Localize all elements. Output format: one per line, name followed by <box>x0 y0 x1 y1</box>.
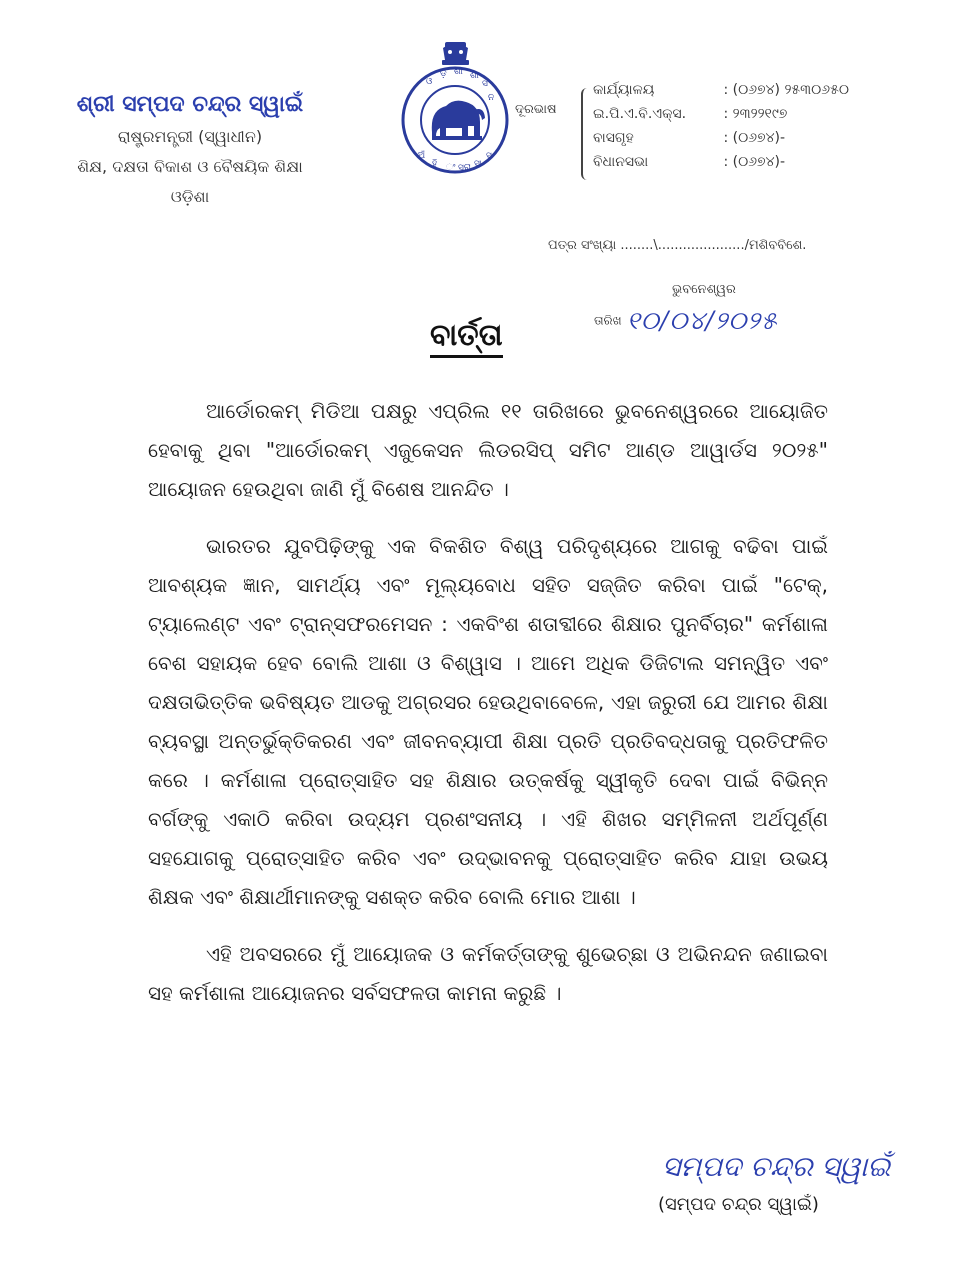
body-paragraph: ଆର୍ଡୋରକମ୍ ମିଡିଆ ପକ୍ଷରୁ ଏପ୍ରିଲ ୧୧ ତାରିଖରେ ଭୁବନେଶ୍ୱରରେ ଆୟୋଜିତ ହେବାକୁ ଥିବା "ଆର୍ଡୋରକମ୍ ଏଜୁକେସନ ଲିଡରସିପ୍ ସମିଟ ଆଣ୍ଡ ଆୱାର୍ଡସ ୨୦୨୫" ଆୟୋଜନ ହେଉଥିବା ଜାଣି ମୁଁ ବିଶେଷ ଆନନ୍ଦିତ । <box>148 399 828 501</box>
phone-row <box>593 130 785 146</box>
svg-text:ଡ଼ି: ଡ଼ି <box>440 69 447 79</box>
svg-text:ନ: ନ <box>488 93 495 103</box>
sender-state: ଓଡ଼ିଶା <box>170 187 210 206</box>
svg-text:ଓ: ଓ <box>426 77 433 87</box>
message-body <box>148 392 828 1031</box>
odisha-emblem-icon <box>388 40 523 180</box>
svg-text:ଂ: ଂ <box>446 163 456 173</box>
body-paragraph: ଏହି ଅବସରରେ ମୁଁ ଆୟୋଜକ ଓ କର୍ମକର୍ତ୍ତାଙ୍କୁ ଶୁଭେଚ୍ଛା ଓ ଅଭିନନ୍ଦନ ଜଣାଇବା ସହ କର୍ମଶାଳା ଆୟୋଜନର ସର୍ବସଫଳତା କାମନା କରୁଛି । <box>148 942 828 1005</box>
place-name: ଭୁବନେଶ୍ୱର <box>672 282 736 297</box>
phone-row <box>593 154 785 170</box>
phone-label: ଦୂରଭାଷ <box>515 102 557 117</box>
handwritten-signature: ସମ୍ପଦ ଚନ୍ଦ୍ର ସ୍ୱାଇଁ <box>662 1150 891 1183</box>
reference-label: ପତ୍ର ସଂଖ୍ୟା <box>548 238 617 253</box>
phone-row-key: ବାସଗୃହ <box>593 130 634 146</box>
svg-text:ହି: ହି <box>432 159 438 169</box>
svg-text:ସ: ସ <box>486 151 492 161</box>
sender-block <box>40 92 340 217</box>
svg-text:ସ୍ରା: ସ୍ରା <box>458 163 472 173</box>
svg-text:ସା: ସା <box>474 159 482 169</box>
sender-designation: ରାଷ୍ଟ୍ରମନ୍ତ୍ରୀ (ସ୍ୱାଧୀନ) <box>117 127 263 146</box>
signatory-name: (ସମ୍ପଦ ଚନ୍ଦ୍ର ସ୍ୱାଇଁ) <box>658 1194 819 1215</box>
sender-department: ଶିକ୍ଷ, ଦକ୍ଷତା ବିକାଶ ଓ ବୈଷୟିକ ଶିକ୍ଷା <box>77 157 303 176</box>
phone-brace <box>581 88 591 180</box>
document-title: ବାର୍ତ୍ତା <box>430 318 503 358</box>
date-row <box>594 306 777 336</box>
phone-row-value: : (୦୬୭୪)- <box>723 130 786 146</box>
phone-row <box>593 82 849 98</box>
phone-numbers-block <box>515 82 935 182</box>
reference-value: ........\...................../ମଶିବବିଶେ. <box>620 238 807 253</box>
phone-row-key: କାର୍ଯ୍ୟାଳୟ <box>593 82 655 98</box>
date-label: ତାରିଖ <box>594 313 622 328</box>
body-paragraph: ଭାରତର ଯୁବପିଢ଼ିଙ୍କୁ ଏକ ବିକଶିତ ବିଶ୍ୱ ପରିଦୃଶ୍ୟରେ ଆଗକୁ ବଢିବା ପାଇଁ ଆବଶ୍ୟକ ଜ୍ଞାନ, ସାମର୍ଥ୍ୟ ଏବଂ ମୂଲ୍ୟବୋଧ ସହିତ ସଜ୍ଜିତ କରିବା ପାଇଁ "ଟେକ୍, ଟ୍ୟାଲେଣ୍ଟ ଏବଂ ଟ୍ରାନ୍ସଫରମେସନ : ଏକବିଂଶ ଶତାବ୍ଦୀରେ ଶିକ୍ଷାର ପୁନର୍ବିଚାର" କର୍ମଶାଳା ବେଶ ସହାୟକ ହେବ ବୋଲି ଆଶା ଓ ବିଶ୍ୱାସ । ଆମେ ଅଧିକ ଡିଜିଟାଲ ସମନ୍ୱିତ ଏବଂ ଦକ୍ଷତାଭିତ୍ତିକ ଭବିଷ୍ୟତ ଆଡକୁ ଅଗ୍ରସର ହେଉଥିବାବେଳେ, ଏହା ଜରୁରୀ ଯେ ଆମର ଶିକ୍ଷା ବ୍ୟବସ୍ଥା ଅନ୍ତର୍ଭୁକ୍ତିକରଣ ଏବଂ ଜୀବନବ୍ୟାପୀ ଶିକ୍ଷା ପ୍ରତି ପ୍ରତିବଦ୍ଧତାକୁ ପ୍ରତିଫଳିତ କରେ । କର୍ମଶାଳା ପ୍ରୋତ୍ସାହିତ ସହ ଶିକ୍ଷାର ଉତ୍କର୍ଷକୁ ସ୍ୱୀକୃତି ଦେବା ପାଇଁ ବିଭିନ୍ନ ବର୍ଗଙ୍କୁ ଏକାଠି କରିବା ଉଦ୍ୟମ ପ୍ରଶଂସନୀୟ । ଏହି ଶିଖର ସମ୍ମିଳନୀ ଅର୍ଥପୂର୍ଣ୍ଣ ସହଯୋଗକୁ ପ୍ରୋତ୍ସାହିତ କରିବ ଏବଂ ଉଦ୍ଭାବନକୁ ପ୍ରୋତ୍ସାହିତ କରିବ ଯାହା ଉଭୟ ଶିକ୍ଷକ ଏବଂ ଶିକ୍ଷାର୍ଥୀମାନଙ୍କୁ ସଶକ୍ତ କରିବ ବୋଲି ମୋର ଆଶା । <box>148 534 828 909</box>
phone-row-value: : (୦୬୭୪)- <box>723 154 786 170</box>
reference-number <box>548 238 806 253</box>
sender-name: ଶ୍ରୀ ସମ୍ପଦ ଚନ୍ଦ୍ର ସ୍ୱାଇଁ <box>76 92 304 117</box>
phone-row-value: : ୨୩୨୨୧୯୭ <box>723 106 788 122</box>
phone-row <box>593 106 787 122</box>
svg-text:ସ: ସ <box>482 79 488 89</box>
date-value: ୧୦/୦୪/୨୦୨୫ <box>626 306 778 335</box>
phone-row-key: ଇ.ପି.ଏ.ବି.ଏକ୍ସ. <box>593 106 687 122</box>
svg-text:ଶା: ଶା <box>454 67 463 77</box>
svg-text:ଅଁ: ଅଁ <box>418 151 426 161</box>
phone-row-key: ବିଧାନସଭା <box>593 154 649 170</box>
phone-row-value: : (୦୬୭୪) ୨୫୩୦୬୫୦ <box>723 82 849 98</box>
svg-text:ଶା: ଶା <box>470 71 479 81</box>
